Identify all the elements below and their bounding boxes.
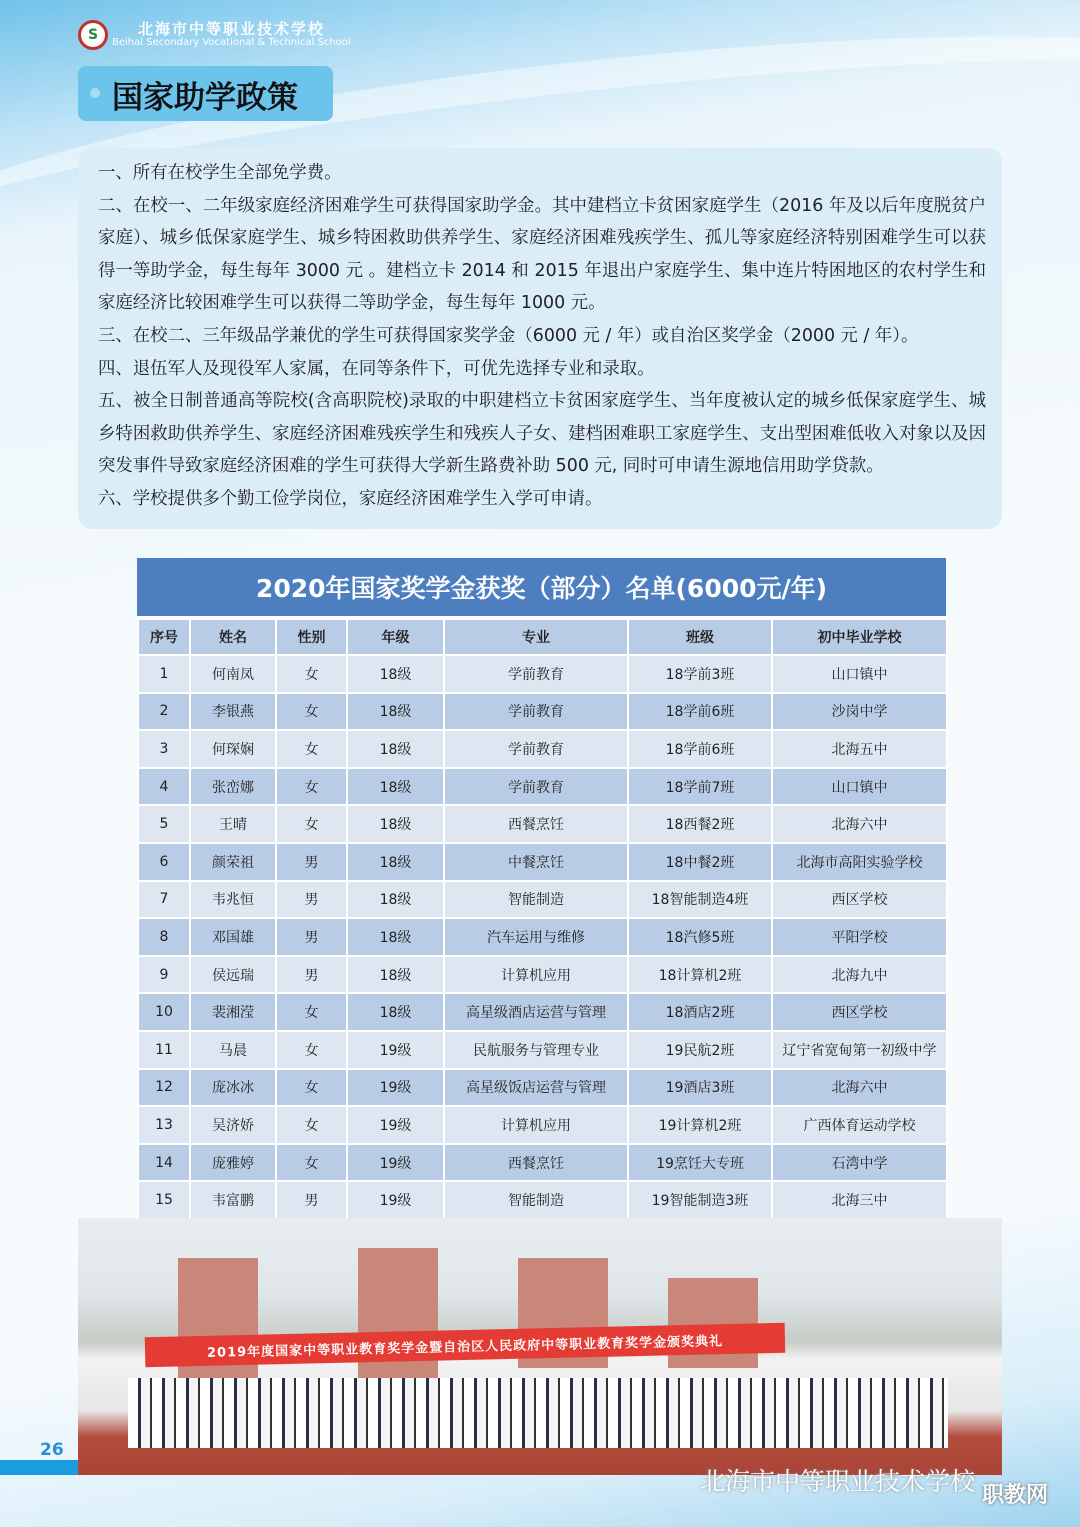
table-cell: 19级 [347,1181,444,1219]
table-cell: 18学前3班 [628,655,772,693]
table-cell: 王晴 [190,805,276,843]
table-cell: 学前教育 [444,768,628,806]
table-cell: 北海九中 [772,956,947,994]
table-header-row [138,619,947,655]
table-cell: 19级 [347,1069,444,1107]
bullet-dot-icon [90,88,100,98]
table-cell: 13 [138,1106,190,1144]
table-cell: 2 [138,693,190,731]
table-cell: 北海六中 [772,805,947,843]
table-cell: 18酒店2班 [628,993,772,1031]
table-cell: 张峦娜 [190,768,276,806]
ceremony-banner: 2019年度国家中等职业教育奖学金暨自治区人民政府中等职业教育奖学金颁奖典礼 [145,1323,786,1368]
table-cell: 西区学校 [772,881,947,919]
table-cell: 18级 [347,843,444,881]
table-row [138,956,947,994]
school-name-cn: 北海市中等职业技术学校 [138,20,326,38]
table-cell: 19计算机2班 [628,1106,772,1144]
table-cell: 广西体育运动学校 [772,1106,947,1144]
table-cell: 男 [276,1181,347,1219]
table-row [138,1106,947,1144]
table-cell: 山口镇中 [772,655,947,693]
table-cell: 8 [138,918,190,956]
table-cell: 19级 [347,1031,444,1069]
table-cell: 沙岗中学 [772,693,947,731]
table-row [138,1069,947,1107]
table-cell: 颜荣祖 [190,843,276,881]
table-cell: 18级 [347,918,444,956]
table-cell: 北海市高阳实验学校 [772,843,947,881]
table-cell: 石湾中学 [772,1144,947,1182]
page-number: 26 [40,1440,64,1460]
table-cell: 6 [138,843,190,881]
scholarship-table [137,558,946,1220]
table-cell: 19智能制造3班 [628,1181,772,1219]
table-cell: 19民航2班 [628,1031,772,1069]
policy-item: 六、学校提供多个勤工俭学岗位，家庭经济困难学生入学可申请。 [98,488,603,509]
table-cell: 马晨 [190,1031,276,1069]
table-cell: 西餐烹饪 [444,805,628,843]
table-cell: 裴湘滢 [190,993,276,1031]
table-cell: 5 [138,805,190,843]
policy-item: 一、所有在校学生全部免学费。 [98,163,342,183]
table-cell: 19级 [347,1106,444,1144]
school-logo: S [78,20,108,50]
column-header: 初中毕业学校 [772,619,947,655]
site-watermark: 职教网 [982,1483,1049,1508]
table-cell: 吴济娇 [190,1106,276,1144]
policy-item: 四、退伍军人及现役军人家属，在同等条件下，可优先选择专业和录取。 [98,358,655,379]
table-cell: 女 [276,1144,347,1182]
table-row [138,843,947,881]
table-cell: 18学前6班 [628,693,772,731]
table-row [138,918,947,956]
table-row [138,881,947,919]
table-cell: 18级 [347,993,444,1031]
table-cell: 侯远瑞 [190,956,276,994]
table-cell: 高星级饭店运营与管理 [444,1069,628,1107]
table-cell: 何南凤 [190,655,276,693]
table-cell: 学前教育 [444,655,628,693]
table-cell: 民航服务与管理专业 [444,1031,628,1069]
table-cell: 辽宁省宽甸第一初级中学 [772,1031,947,1069]
table-cell: 中餐烹饪 [444,843,628,881]
table-cell: 18级 [347,768,444,806]
table-cell: 14 [138,1144,190,1182]
table-cell: 15 [138,1181,190,1219]
column-header: 姓名 [190,619,276,655]
wechat-watermark: 北海市中等职业技术学校 [700,1467,976,1496]
table-cell: 18学前7班 [628,768,772,806]
table-row [138,1181,947,1219]
policy-item: 二、在校一、二年级家庭经济困难学生可获得国家助学金。其中建档立卡贫困家庭学生（2016 年及以后年度脱贫户家庭）、城乡低保家庭学生、城乡特困救助供养学生、家庭经济困难残疾学生、孤儿等家庭经济特别困难学生可以获得一等助学金，每生每年 3000 元 。建档立卡 2014 和 2015 年退出户家庭学生、集中连片特困地区的农村学生和家庭经济比较困难学生可以获得二等助学金，每生每年 1000 元。 [98,195,986,314]
table-cell: 18智能制造4班 [628,881,772,919]
table-cell: 平阳学校 [772,918,947,956]
table-cell: 北海六中 [772,1069,947,1107]
column-header: 专业 [444,619,628,655]
table-cell: 山口镇中 [772,768,947,806]
table-row [138,730,947,768]
table-cell: 7 [138,881,190,919]
table-cell: 18学前6班 [628,730,772,768]
table-cell: 何琛娴 [190,730,276,768]
table-cell: 韦富鹏 [190,1181,276,1219]
table-cell: 女 [276,1031,347,1069]
table-cell: 李银燕 [190,693,276,731]
table-row [138,655,947,693]
table-cell: 智能制造 [444,1181,628,1219]
table-cell: 10 [138,993,190,1031]
table-cell: 女 [276,805,347,843]
table-cell: 邓国雄 [190,918,276,956]
table-cell: 18级 [347,655,444,693]
footer-bar [0,1460,78,1475]
table-cell: 女 [276,655,347,693]
table-row [138,805,947,843]
table-cell: 女 [276,1069,347,1107]
table-cell: 学前教育 [444,730,628,768]
table-cell: 男 [276,843,347,881]
table-cell: 9 [138,956,190,994]
table-cell: 庞雅婷 [190,1144,276,1182]
table-cell: 18汽修5班 [628,918,772,956]
table-cell: 女 [276,1106,347,1144]
table-cell: 西餐烹饪 [444,1144,628,1182]
table-cell: 18中餐2班 [628,843,772,881]
policy-item: 五、被全日制普通高等院校(含高职院校)录取的中职建档立卡贫困家庭学生、当年度被认定的城乡低保家庭学生、城乡特困救助供养学生、家庭经济困难残疾学生和残疾人子女、建档困难职工家庭学生、支出型困难低收入对象以及因突发事件导致家庭经济困难的学生可获得大学新生路费补助 500 元, 同时可申请生源地信用助学贷款。 [98,391,986,477]
school-name-en: Beihai Secondary Vocational & Technical School [112,37,351,48]
table-cell: 18级 [347,730,444,768]
table-cell: 男 [276,881,347,919]
table-cell: 高星级酒店运营与管理 [444,993,628,1031]
table-cell: 女 [276,993,347,1031]
table-cell: 汽车运用与维修 [444,918,628,956]
table-row [138,768,947,806]
table-cell: 19酒店3班 [628,1069,772,1107]
table-cell: 18西餐2班 [628,805,772,843]
table-cell: 计算机应用 [444,1106,628,1144]
section-title: 国家助学政策 [112,80,298,116]
table-row [138,993,947,1031]
table-cell: 19烹饪大专班 [628,1144,772,1182]
column-header: 序号 [138,619,190,655]
table-cell: 女 [276,768,347,806]
table-title: 2020年国家奖学金获奖（部分）名单(6000元/年) [137,558,946,618]
policy-list [98,157,986,516]
table-row [138,1031,947,1069]
column-header: 班级 [628,619,772,655]
table-cell: 18级 [347,805,444,843]
table-cell: 女 [276,730,347,768]
table-cell: 智能制造 [444,881,628,919]
table-cell: 11 [138,1031,190,1069]
table-cell: 女 [276,693,347,731]
table-cell: 学前教育 [444,693,628,731]
table-cell: 庞冰冰 [190,1069,276,1107]
table-cell: 12 [138,1069,190,1107]
column-header: 年级 [347,619,444,655]
table-cell: 西区学校 [772,993,947,1031]
table-cell: 18级 [347,956,444,994]
table-cell: 北海三中 [772,1181,947,1219]
table-cell: 3 [138,730,190,768]
table-row [138,693,947,731]
table-cell: 18级 [347,693,444,731]
table-cell: 男 [276,918,347,956]
policy-item: 三、在校二、三年级品学兼优的学生可获得国家奖学金（6000 元 / 年）或自治区奖学金（2000 元 / 年）。 [98,325,919,346]
table-cell: 韦兆恒 [190,881,276,919]
column-header: 性别 [276,619,347,655]
table-cell: 北海五中 [772,730,947,768]
table-cell: 18计算机2班 [628,956,772,994]
table-cell: 计算机应用 [444,956,628,994]
table-cell: 4 [138,768,190,806]
table-cell: 19级 [347,1144,444,1182]
table-cell: 1 [138,655,190,693]
table-row [138,1144,947,1182]
table-cell: 男 [276,956,347,994]
table-cell: 18级 [347,881,444,919]
